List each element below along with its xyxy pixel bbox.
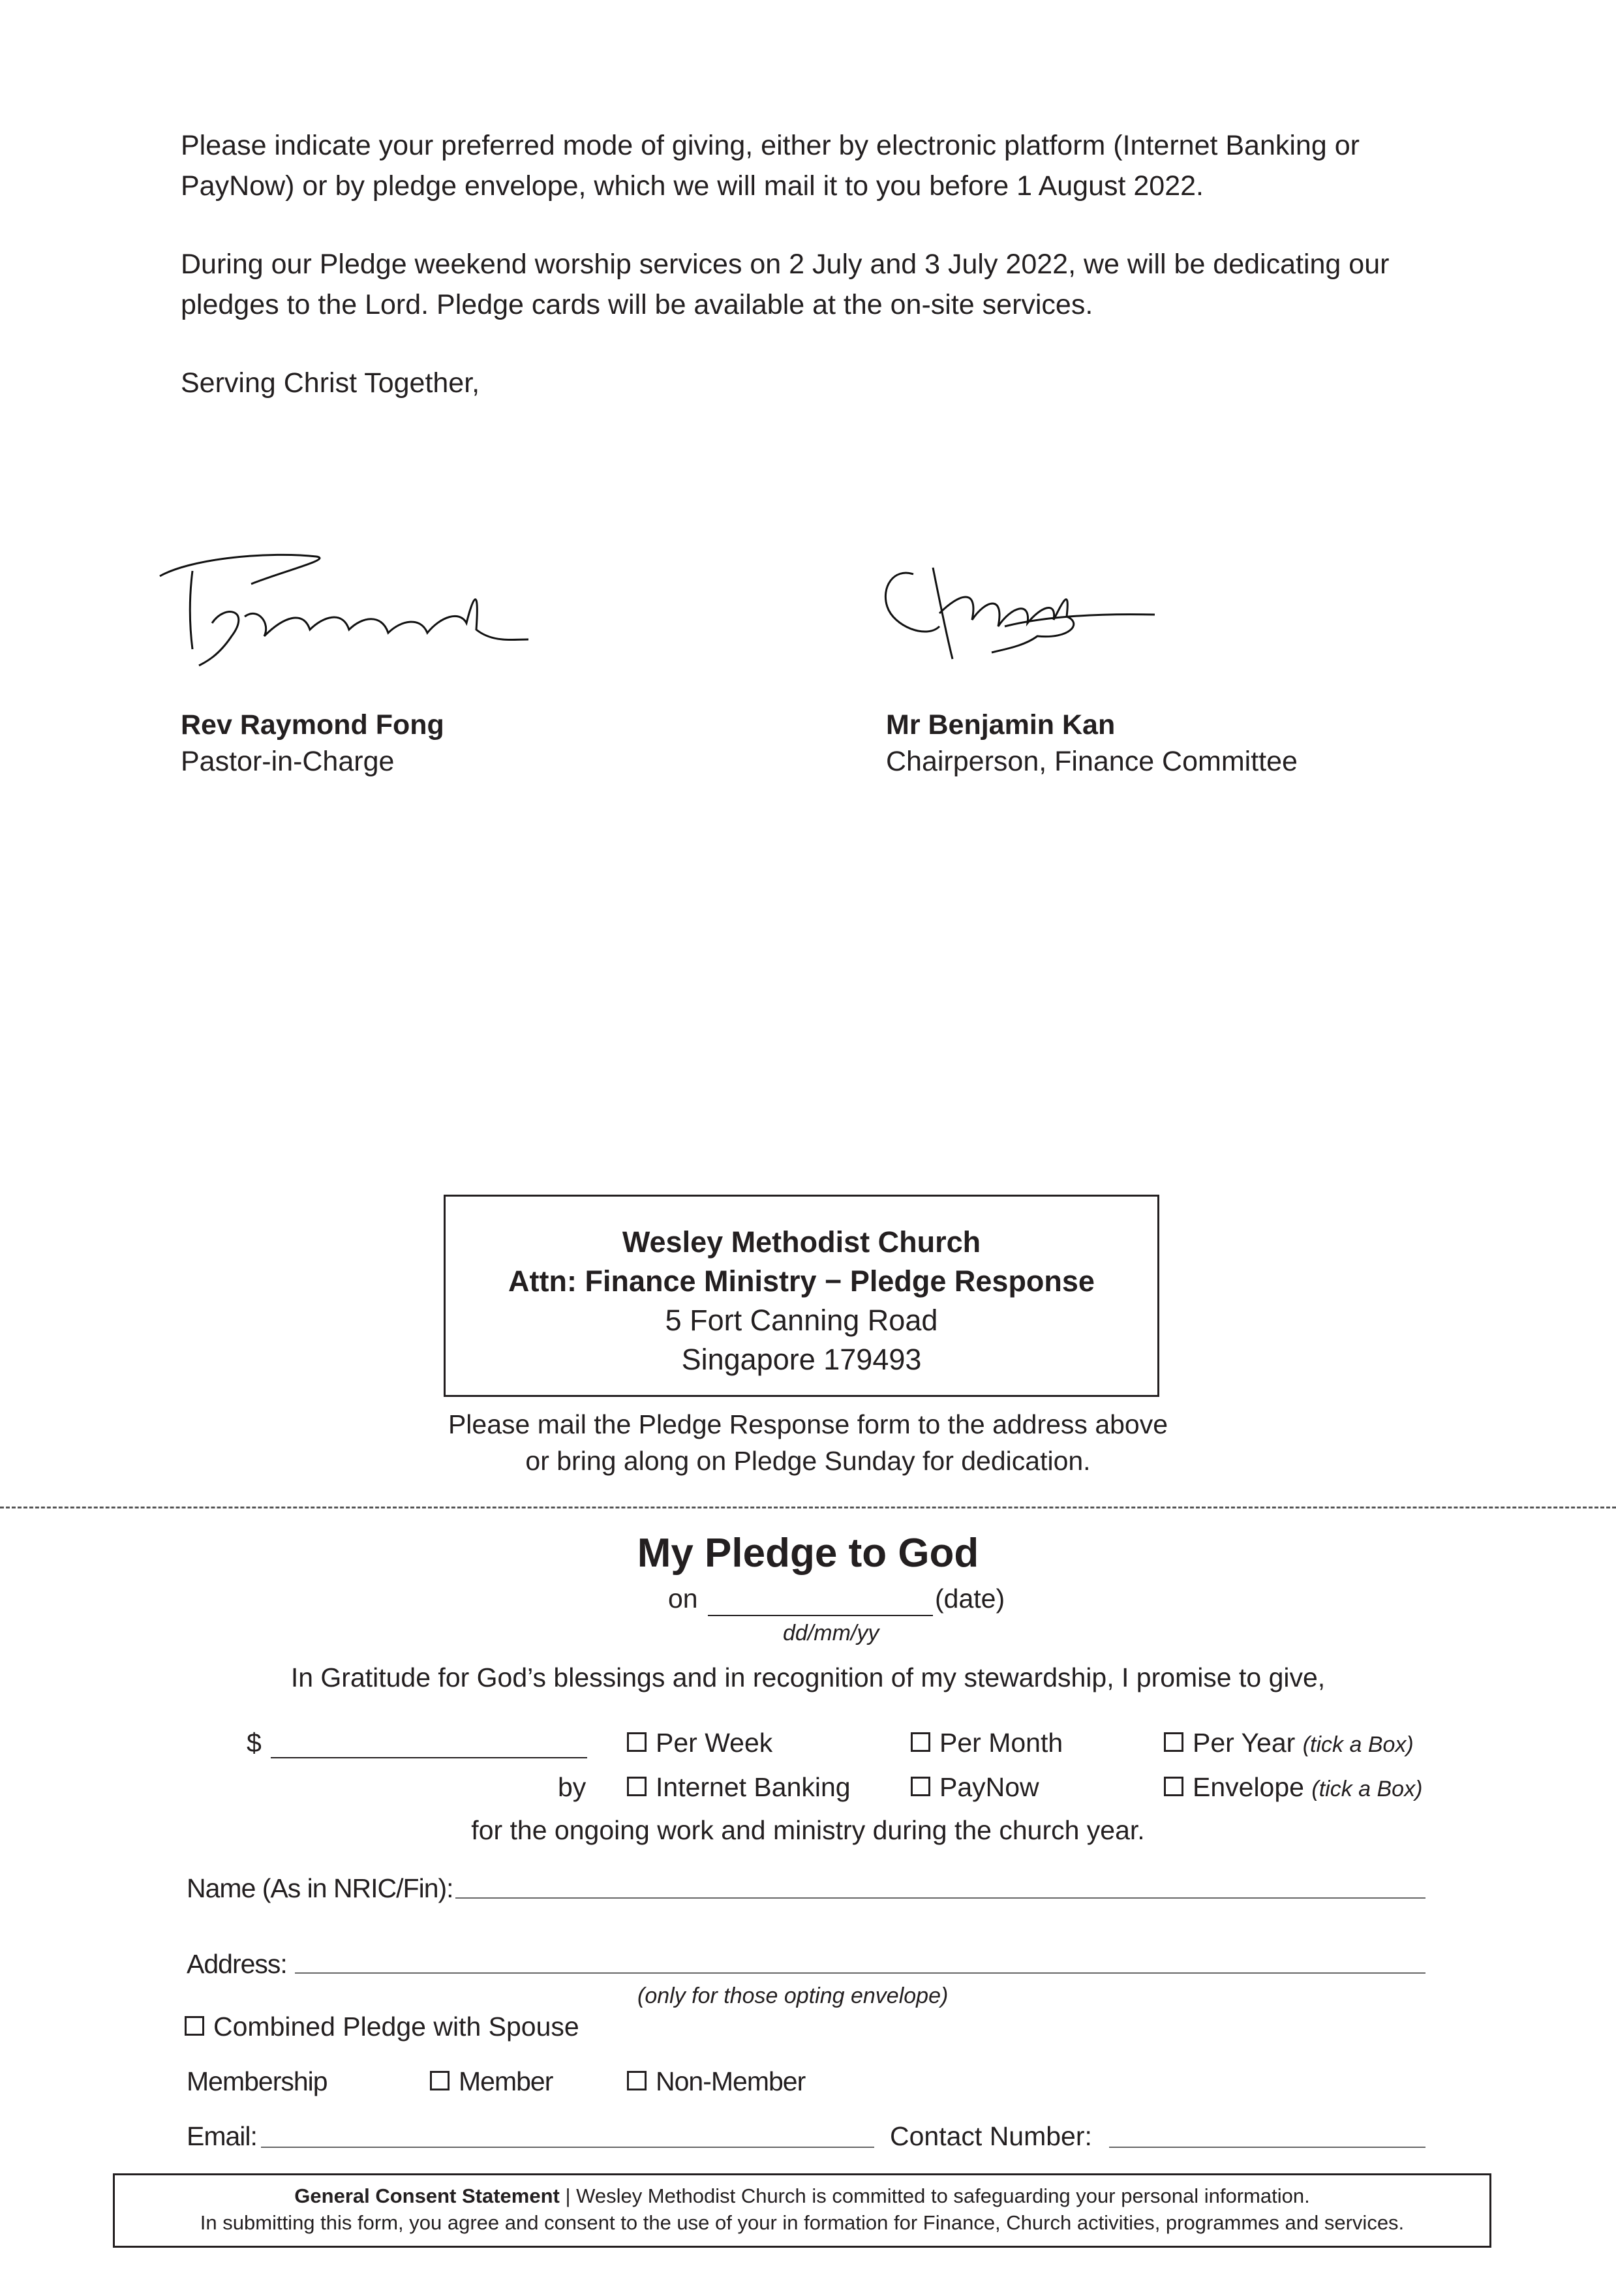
non-member-label: Non-Member — [656, 2066, 806, 2096]
mailing-address-box — [444, 1195, 1159, 1397]
consent-heading: General Consent Statement — [294, 2184, 560, 2207]
checkbox[interactable] — [911, 1777, 930, 1796]
name-label: Name (As in NRIC/Fin): — [187, 1873, 453, 1903]
address-line-1: Wesley Methodist Church — [622, 1225, 981, 1259]
combined-pledge-label: Combined Pledge with Spouse — [213, 2012, 579, 2042]
contact-input-line[interactable] — [1109, 2147, 1425, 2148]
consent-line-1 — [115, 2182, 1489, 2209]
address-line-2: Attn: Finance Ministry − Pledge Response — [508, 1264, 1095, 1298]
consent-text-2: In submitting this form, you agree and consent to the use of your in formation for Finance, Church activities, programmes and services. — [200, 2211, 1405, 2234]
signature-raymond-fong — [153, 545, 532, 675]
per-week-label: Per Week — [656, 1728, 773, 1758]
internet-banking-option[interactable] — [627, 1772, 851, 1803]
signatory-name: Rev Raymond Fong — [181, 709, 444, 741]
email-input-line[interactable] — [261, 2147, 874, 2148]
member-option[interactable] — [430, 2066, 553, 2097]
per-year-option[interactable] — [1164, 1728, 1414, 1758]
address-label: Address: — [187, 1949, 287, 1979]
signatory-role: Pastor-in-Charge — [181, 746, 395, 777]
checkbox[interactable] — [627, 2071, 647, 2090]
address-line-3: 5 Fort Canning Road — [665, 1304, 938, 1337]
signatory-right — [886, 707, 1298, 780]
mail-note-line-1: Please mail the Pledge Response form to the address above — [448, 1409, 1168, 1439]
non-member-option[interactable] — [627, 2066, 805, 2097]
date-input-line[interactable] — [708, 1615, 933, 1616]
checkbox[interactable] — [627, 1777, 647, 1796]
contact-label: Contact Number: — [890, 2121, 1092, 2151]
checkbox[interactable] — [911, 1732, 930, 1752]
letter-paragraph-1: Please indicate your preferred mode of giving, either by electronic platform (Internet Banking or PayNow) or by pledge envelope, which we will mail it to you before 1 August 2022. — [181, 130, 1360, 202]
signatory-name: Mr Benjamin Kan — [886, 709, 1116, 741]
per-month-option[interactable] — [911, 1728, 1063, 1758]
checkbox[interactable] — [185, 2016, 204, 2036]
tick-hint: (tick a Box) — [1311, 1777, 1423, 1801]
cut-line — [0, 1507, 1616, 1508]
checkbox[interactable] — [430, 2071, 450, 2090]
amount-input-line[interactable] — [271, 1757, 587, 1758]
tick-hint: (tick a Box) — [1302, 1732, 1414, 1757]
address-hint: (only for those opting envelope) — [637, 1983, 949, 2008]
name-input-line[interactable] — [455, 1897, 1425, 1899]
member-label: Member — [459, 2066, 553, 2096]
envelope-option[interactable] — [1164, 1772, 1422, 1803]
consent-statement — [113, 2173, 1491, 2248]
letter-paragraph-2: During our Pledge weekend worship services on 2 July and 3 July 2022, we will be dedicating our pledges to the Lord. Pledge cards will be available at the on-site services. — [181, 249, 1390, 320]
date-hint: dd/mm/yy — [783, 1621, 879, 1645]
pledge-intro: In Gratitude for God’s blessings and in recognition of my stewardship, I promise to give, — [290, 1662, 1326, 1692]
paynow-label: PayNow — [939, 1772, 1039, 1802]
checkbox[interactable] — [1164, 1777, 1183, 1796]
date-label: (date) — [935, 1584, 1005, 1614]
consent-separator: | — [559, 2184, 577, 2207]
signatory-role: Chairperson, Finance Committee — [886, 746, 1298, 777]
paynow-option[interactable] — [911, 1772, 1039, 1803]
membership-label: Membership — [187, 2066, 328, 2096]
address-line-4: Singapore 179493 — [681, 1343, 922, 1376]
mail-note-line-2: or bring along on Pledge Sunday for dedication. — [525, 1446, 1091, 1476]
address-input-line[interactable] — [295, 1972, 1425, 1974]
signature-benjamin-kan — [874, 561, 1161, 672]
mail-note — [0, 1406, 1616, 1479]
checkbox[interactable] — [627, 1732, 647, 1752]
per-week-option[interactable] — [627, 1728, 772, 1758]
on-label: on — [668, 1584, 698, 1614]
email-label: Email: — [187, 2121, 257, 2151]
form-title: My Pledge to God — [637, 1531, 979, 1576]
per-year-label: Per Year — [1193, 1728, 1296, 1758]
internet-banking-label: Internet Banking — [656, 1772, 851, 1802]
signatory-left — [181, 707, 444, 780]
envelope-label: Envelope — [1193, 1772, 1304, 1802]
letter-closing: Serving Christ Together, — [181, 367, 480, 399]
currency-symbol: $ — [247, 1728, 262, 1758]
by-label: by — [558, 1772, 587, 1802]
checkbox[interactable] — [1164, 1732, 1183, 1752]
per-month-label: Per Month — [939, 1728, 1063, 1758]
pledge-purpose: for the ongoing work and ministry during the church year. — [471, 1815, 1145, 1845]
combined-pledge-option[interactable] — [185, 2012, 579, 2042]
consent-text-1: Wesley Methodist Church is committed to safeguarding your personal information. — [576, 2184, 1310, 2207]
